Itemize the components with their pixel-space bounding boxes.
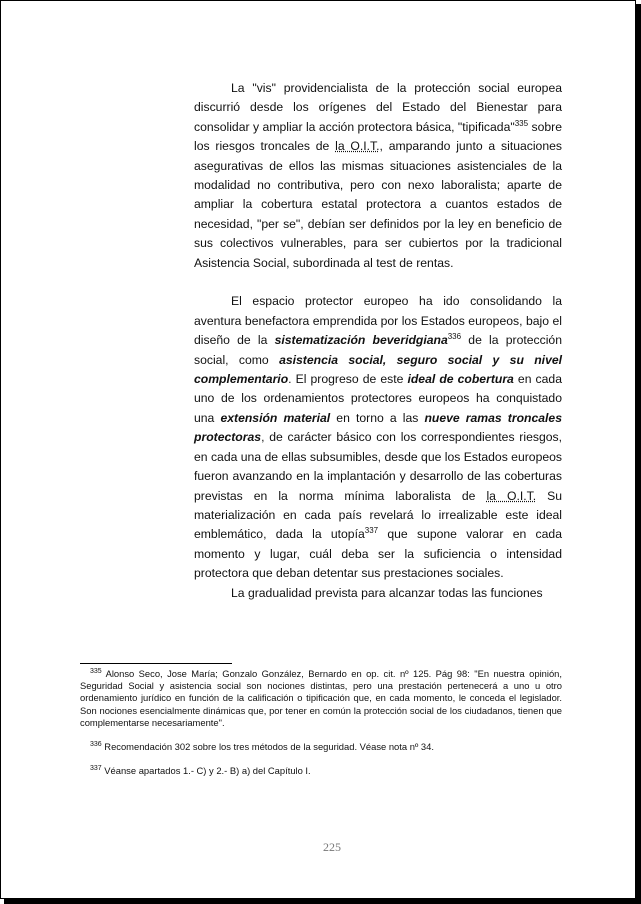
page-shadow-right <box>636 4 641 903</box>
oit-reference: la O.I.T. <box>335 139 380 154</box>
paragraph-3: La gradualidad prevista para alcanzar todas las funciones <box>231 585 543 600</box>
footnote-337 <box>80 765 562 777</box>
footnote-number: 336 <box>90 741 102 749</box>
footnote-number: 337 <box>90 765 102 773</box>
footnote-number: 335 <box>90 668 102 675</box>
footnotes <box>80 668 562 789</box>
footnote-336 <box>80 741 562 753</box>
emphasis-ramas-troncales: nueve ramas troncales protectoras <box>194 410 562 445</box>
emphasis-ideal-cobertura: ideal de cobertura <box>407 372 514 387</box>
footnote-ref-336[interactable]: 336 <box>447 332 462 342</box>
footnote-text: Recomendación 302 sobre los tres métodos de la seguridad. Véase nota nº 34. <box>101 741 434 753</box>
footnote-text: Alonso Seco, Jose María; Gonzalo González, Bernardo en op. cit. nº 125. Pág 98: "En nuestra opinión, Seguridad Social y asistencia social son nociones distintas, pero una prestación pertenecerá a uno u otro ordenamiento jurídico en función de la calificación o tipificación que, en cada momento, le conceda el legislador. Son nociones esencialmente dinámicas que, por tener en común la protección social de los ciudadanos, tienen que complementarse necesariamente". <box>80 668 562 728</box>
oit-reference: la O.I.T. <box>486 488 537 503</box>
paragraph-2: El espacio protector europeo ha ido consolidando la aventura benefactora emprendida por los Estados europeos, bajo el diseño de la sistematización beveridgiana$^{336}$ de la protección social, como asistencia social, seguro social y su nivel complementario. El progreso de este ideal de cobertura en cada uno de los ordenamientos protectores europeos ha conquistado una extensión material en torno a las nueve ramas troncales protectoras, de carácter básico con los correspondientes riesgos, en cada una de ellas subsumibles, desde que los Estados europeos fueron avanzando en la implantación y desarrollo de las coberturas previstas en la norma mínima laboralista de la O.I.T. Su materialización en cada país revelará lo irrealizable este ideal emblemático, dada la utopía$^{337}$ que supone valorar en cada momento y lugar, cuál deba ser la suficiencia o intensidad protectora que deban detentar sus prestaciones sociales. <box>194 294 563 581</box>
footnote-ref-335[interactable]: 335 <box>514 118 529 128</box>
page-number: 225 <box>323 840 341 854</box>
emphasis-sistematizacion: sistematización beveridgiana <box>274 333 448 348</box>
emphasis-asistencia-social: asistencia social, seguro social y su nivel complementario <box>194 352 563 387</box>
paragraph-1: La "vis" providencialista de la protección social europea discurrió desde los orígenes del Estado del Bienestar para consolidar y ampliar la acción protectora básica, "tipificada"$^{335}$ sobre los riesgos troncales de la O.I.T., amparando junto a situaciones asegurativas de ellos las mismas situaciones asistenciales de la modalidad no contributiva, pero con nexo laboralista; aparte de ampliar la cobertura estatal protectora a cuantos estados de necesidad, "per se", debían ser definidos por la ley en beneficio de sus colectivos vulnerables, para ser cubiertos por la tradicional Asistencia Social, subordinada al test de rentas. <box>194 81 562 270</box>
emphasis-extension-material: extensión material <box>220 410 331 425</box>
footnote-335 <box>80 668 562 729</box>
footnote-separator <box>80 663 232 664</box>
footnote-ref-337[interactable]: 337 <box>364 526 379 536</box>
body-text <box>194 79 562 603</box>
footnote-text: Véanse apartados 1.- C) y 2.- B) a) del Capítulo I. <box>101 765 311 777</box>
page-shadow-bottom <box>4 899 641 904</box>
